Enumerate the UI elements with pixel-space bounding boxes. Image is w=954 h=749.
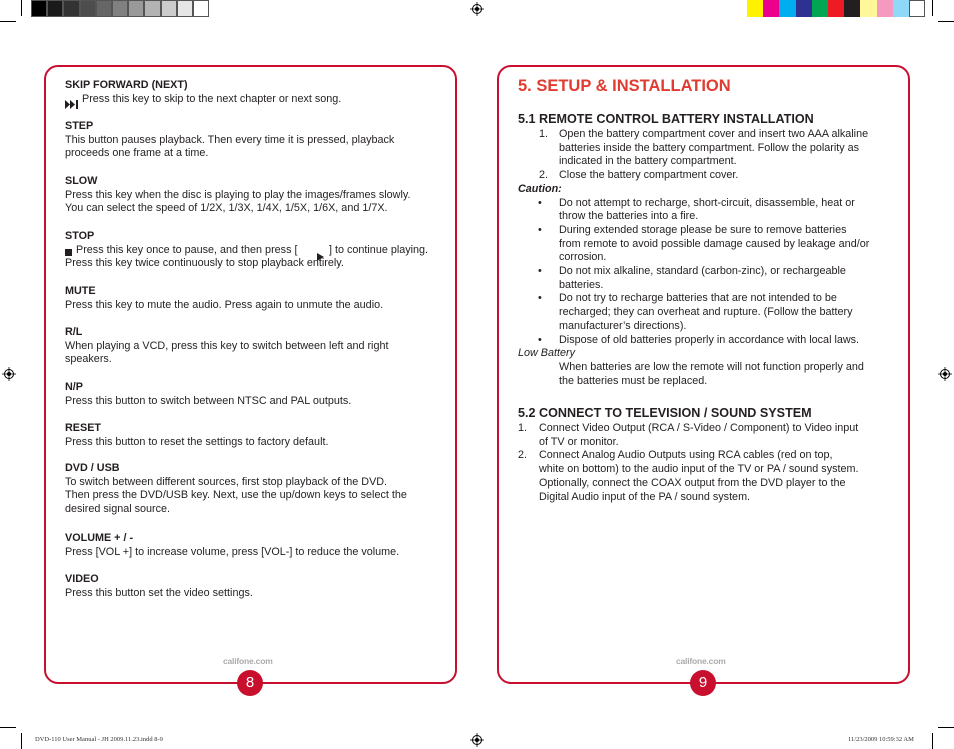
section-text: This button pauses playback. Then every time it is pressed, playback	[65, 133, 395, 146]
section-text: Press this button to switch between NTSC and PAL outputs.	[65, 394, 352, 407]
section-heading: MUTE	[65, 285, 96, 297]
section-heading: VOLUME + / -	[65, 532, 134, 544]
section-heading: R/L	[65, 326, 83, 338]
play-icon	[317, 248, 324, 256]
caution-text: corrosion.	[559, 251, 607, 264]
section-text: Press this key twice continuously to stop playback entirely.	[65, 257, 344, 270]
caution-text: Do not attempt to recharge, short-circuit, disassemble, heat or	[559, 196, 855, 209]
gray-swatch	[128, 0, 144, 17]
page-number: 8	[237, 670, 263, 696]
color-swatch	[812, 0, 828, 17]
registration-mark-icon	[938, 367, 952, 381]
low-battery-label: Low Battery	[518, 347, 576, 360]
section-text: Press this button to reset the settings to factory default.	[65, 435, 329, 448]
step-number: 1.	[538, 128, 548, 140]
step-text: Close the battery compartment cover.	[559, 169, 739, 182]
step-text: batteries inside the battery compartment. Follow the polarity as	[559, 141, 860, 154]
crop-mark	[21, 0, 22, 16]
section-text: When playing a VCD, press this key to switch between left and right	[65, 339, 389, 352]
section-heading: STEP	[65, 120, 94, 132]
caution-text: Do not try to recharge batteries that are not intended to be	[559, 292, 837, 305]
color-swatch	[763, 0, 779, 17]
low-battery-text: the batteries must be replaced.	[559, 374, 708, 387]
color-swatch	[877, 0, 893, 17]
gray-swatch	[31, 0, 47, 17]
bullet: •	[538, 265, 542, 277]
caution-text: throw the batteries into a fire.	[559, 210, 699, 223]
gray-swatch	[177, 0, 193, 17]
section-heading: 5.1 REMOTE CONTROL BATTERY INSTALLATION	[518, 112, 814, 126]
bullet: •	[538, 292, 542, 305]
crop-mark	[21, 733, 22, 749]
section-heading: STOP	[65, 230, 95, 242]
step-text: Open the battery compartment cover and insert two AAA alkaline	[559, 128, 869, 140]
bullet: •	[538, 333, 542, 346]
registration-mark-icon	[470, 2, 484, 16]
file-slug: DVD-110 User Manual - JH 2009.11.23.indd 8-9	[35, 736, 163, 743]
section-text: Then press the DVD/USB key. Next, use the up/down keys to select the	[65, 489, 407, 502]
skip-forward-icon	[65, 96, 79, 105]
caution-text: During extended storage please be sure to remove batteries	[559, 223, 847, 236]
gray-swatch	[96, 0, 112, 17]
footer-logo: califone.com	[676, 656, 726, 666]
section-heading: DVD / USB	[65, 462, 120, 474]
section-text: Press this key once to pause, and then press [	[76, 243, 298, 256]
gray-swatch	[80, 0, 96, 17]
step-text: of TV or monitor.	[539, 435, 619, 448]
step-text: Digital Audio input of the PA / sound system.	[539, 490, 751, 503]
section-heading: SKIP FORWARD (NEXT)	[65, 79, 188, 91]
section-heading: 5.2 CONNECT TO TELEVISION / SOUND SYSTEM	[518, 406, 812, 420]
low-battery-text: When batteries are low the remote will not function properly and	[559, 360, 864, 373]
caution-text: from remote to avoid possible damage caused by leakage and/or	[559, 237, 870, 250]
bullet: •	[538, 223, 542, 236]
crop-mark	[938, 21, 954, 22]
caution-text: Dispose of old batteries properly in accordance with local laws.	[559, 333, 860, 346]
caution-text: batteries.	[559, 278, 604, 291]
caution-text: Do not mix alkaline, standard (carbon-zinc), or rechargeable	[559, 265, 846, 277]
page-number: 9	[690, 670, 716, 696]
caution-text: recharged; they can overheat and rupture. (Follow the battery	[559, 306, 853, 319]
step-text: Optionally, connect the COAX output from the DVD player to the	[539, 476, 846, 489]
section-text: Press this button set the video settings.	[65, 586, 253, 599]
registration-mark-icon	[2, 367, 16, 381]
gray-swatch	[47, 0, 63, 17]
step-text: white on bottom) to the audio input of the TV or PA / sound system.	[539, 463, 859, 476]
crop-mark	[932, 733, 933, 749]
section-text: proceeds one frame at a time.	[65, 147, 209, 160]
step-text: Connect Analog Audio Outputs using RCA cables (red on top,	[539, 449, 833, 462]
color-swatch	[909, 0, 925, 17]
crop-mark	[938, 727, 954, 728]
page-title: 5. SETUP & INSTALLATION	[518, 77, 731, 95]
gray-swatch	[144, 0, 160, 17]
caution-text: manufacturer’s directions).	[559, 319, 687, 332]
color-swatch	[779, 0, 795, 17]
gray-swatch	[161, 0, 177, 17]
section-heading: VIDEO	[65, 573, 99, 585]
color-swatch	[828, 0, 844, 17]
crop-mark	[0, 727, 16, 728]
section-heading: N/P	[65, 381, 83, 393]
gray-swatch	[63, 0, 79, 17]
crop-mark	[0, 21, 16, 22]
color-swatch	[860, 0, 876, 17]
step-number: 2.	[538, 169, 548, 182]
footer-logo: califone.com	[223, 656, 273, 666]
section-text: desired signal source.	[65, 503, 171, 516]
step-text: indicated in the battery compartment.	[559, 155, 737, 168]
section-text: Press [VOL +] to increase volume, press [VOL-] to reduce the volume.	[65, 545, 400, 558]
section-heading: RESET	[65, 422, 101, 434]
section-text: ] to continue playing.	[329, 243, 429, 256]
section-text: Press this key to skip to the next chapter or next song.	[82, 92, 342, 105]
timestamp-slug: 11/23/2009 10:59:32 AM	[848, 736, 914, 743]
registration-mark-icon	[470, 733, 484, 747]
caution-label: Caution:	[518, 182, 562, 195]
stop-icon	[65, 249, 72, 256]
section-text: speakers.	[65, 353, 112, 366]
step-text: Connect Video Output (RCA / S-Video / Component) to Video input	[539, 422, 859, 434]
step-number: 1.	[517, 422, 527, 434]
gray-swatch	[112, 0, 128, 17]
section-text: Press this key when the disc is playing to play the images/frames slowly.	[65, 188, 411, 201]
gray-swatch	[193, 0, 209, 17]
color-swatch	[844, 0, 860, 17]
crop-mark	[932, 0, 933, 16]
section-heading: SLOW	[65, 175, 98, 187]
section-text: Press this key to mute the audio. Press again to unmute the audio.	[65, 298, 384, 311]
color-swatch	[747, 0, 763, 17]
section-text: To switch between different sources, first stop playback of the DVD.	[65, 475, 388, 488]
step-number: 2.	[517, 449, 527, 462]
color-swatch	[796, 0, 812, 17]
bullet: •	[538, 196, 542, 209]
section-text: You can select the speed of 1/2X, 1/3X, 1/4X, 1/5X, 1/6X, and 1/7X.	[65, 202, 388, 215]
color-swatch	[893, 0, 909, 17]
